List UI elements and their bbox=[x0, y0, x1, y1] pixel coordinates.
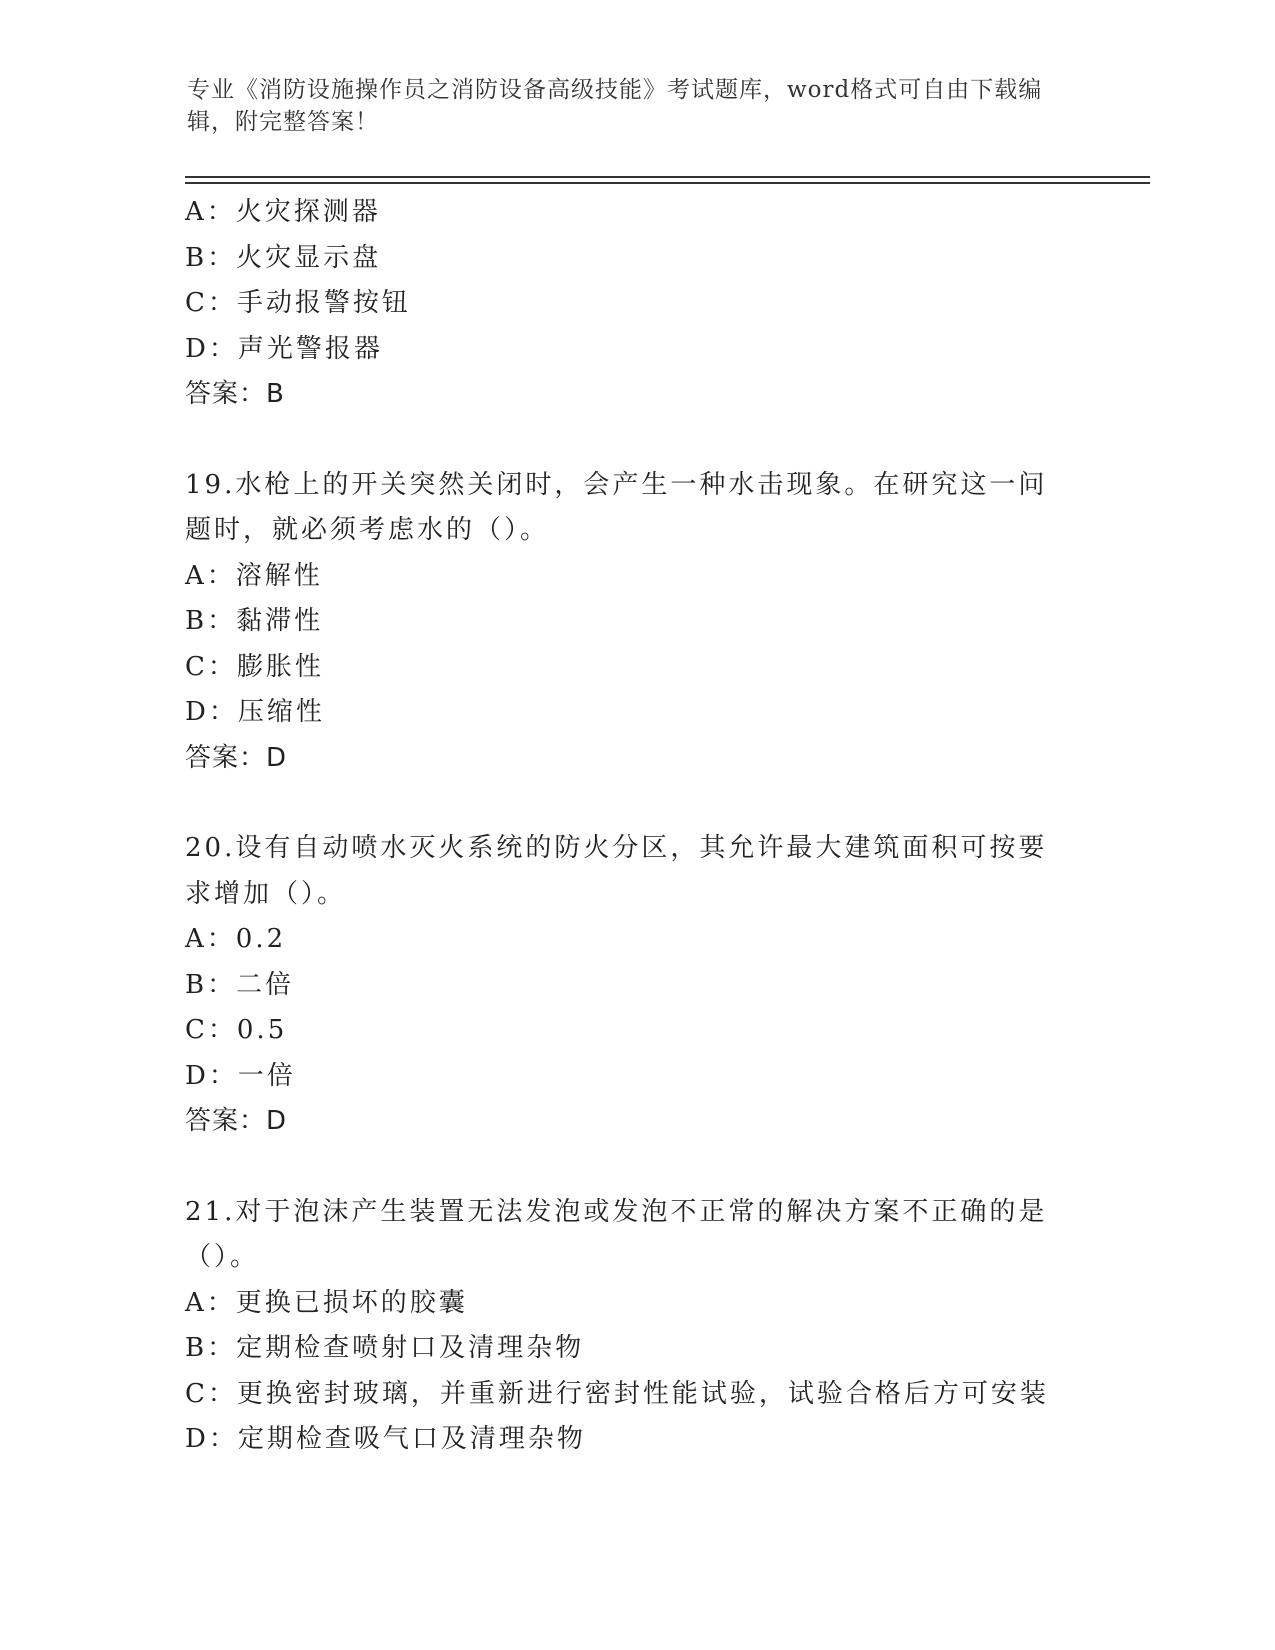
option-b: B：定期检查喷射口及清理杂物 bbox=[185, 1333, 585, 1363]
option-d: D：声光警报器 bbox=[185, 333, 383, 364]
option-c: C：手动报警按钮 bbox=[185, 288, 411, 318]
question-19 bbox=[185, 463, 1085, 782]
option-c: C：更换密封玻璃，并重新进行密封性能试验，试验合格后方可安装 bbox=[185, 1378, 1049, 1409]
question-text: 21.对于泡沫产生装置无法发泡或发泡不正常的解决方案不正确的是（）。 bbox=[185, 1196, 1048, 1272]
spacer bbox=[185, 418, 1085, 463]
option-c: C：膨胀性 bbox=[185, 651, 324, 682]
page-header: 专业《消防设施操作员之消防设备高级技能》考试题库，word格式可自由下载编辑，附完整答案！ bbox=[187, 77, 1043, 135]
option-a: A：0.2 bbox=[185, 924, 287, 954]
option-b: B：二倍 bbox=[185, 969, 295, 1000]
answer: 答案：B bbox=[185, 379, 285, 409]
option-d: D：定期检查吸气口及清理杂物 bbox=[185, 1424, 586, 1454]
option-a: A：溶解性 bbox=[185, 560, 323, 591]
question-21 bbox=[185, 1190, 1085, 1463]
spacer bbox=[185, 781, 1085, 826]
option-d: D：压缩性 bbox=[185, 697, 325, 727]
option-c: C：0.5 bbox=[185, 1015, 288, 1045]
question-text: 20.设有自动喷水灭火系统的防火分区，其允许最大建筑面积可按要求增加（）。 bbox=[185, 833, 1048, 909]
question-20 bbox=[185, 826, 1085, 1145]
option-b: B：火灾显示盘 bbox=[185, 242, 382, 273]
option-b: B：黏滞性 bbox=[185, 606, 324, 636]
answer: 答案：D bbox=[185, 742, 288, 773]
header-divider-top bbox=[185, 176, 1150, 178]
question-text: 19.水枪上的开关突然关闭时，会产生一种水击现象。在研究这一问题时，就必须考虑水的（）。 bbox=[185, 469, 1048, 545]
partial-question bbox=[185, 190, 1085, 418]
option-a: A：火灾探测器 bbox=[185, 197, 381, 227]
spacer bbox=[185, 1145, 1085, 1190]
answer: 答案：D bbox=[185, 1106, 288, 1136]
option-d: D：一倍 bbox=[185, 1060, 296, 1091]
option-a: A：更换已损坏的胶囊 bbox=[185, 1287, 468, 1318]
question-list bbox=[185, 190, 1085, 1463]
header-divider-bottom bbox=[185, 182, 1150, 184]
